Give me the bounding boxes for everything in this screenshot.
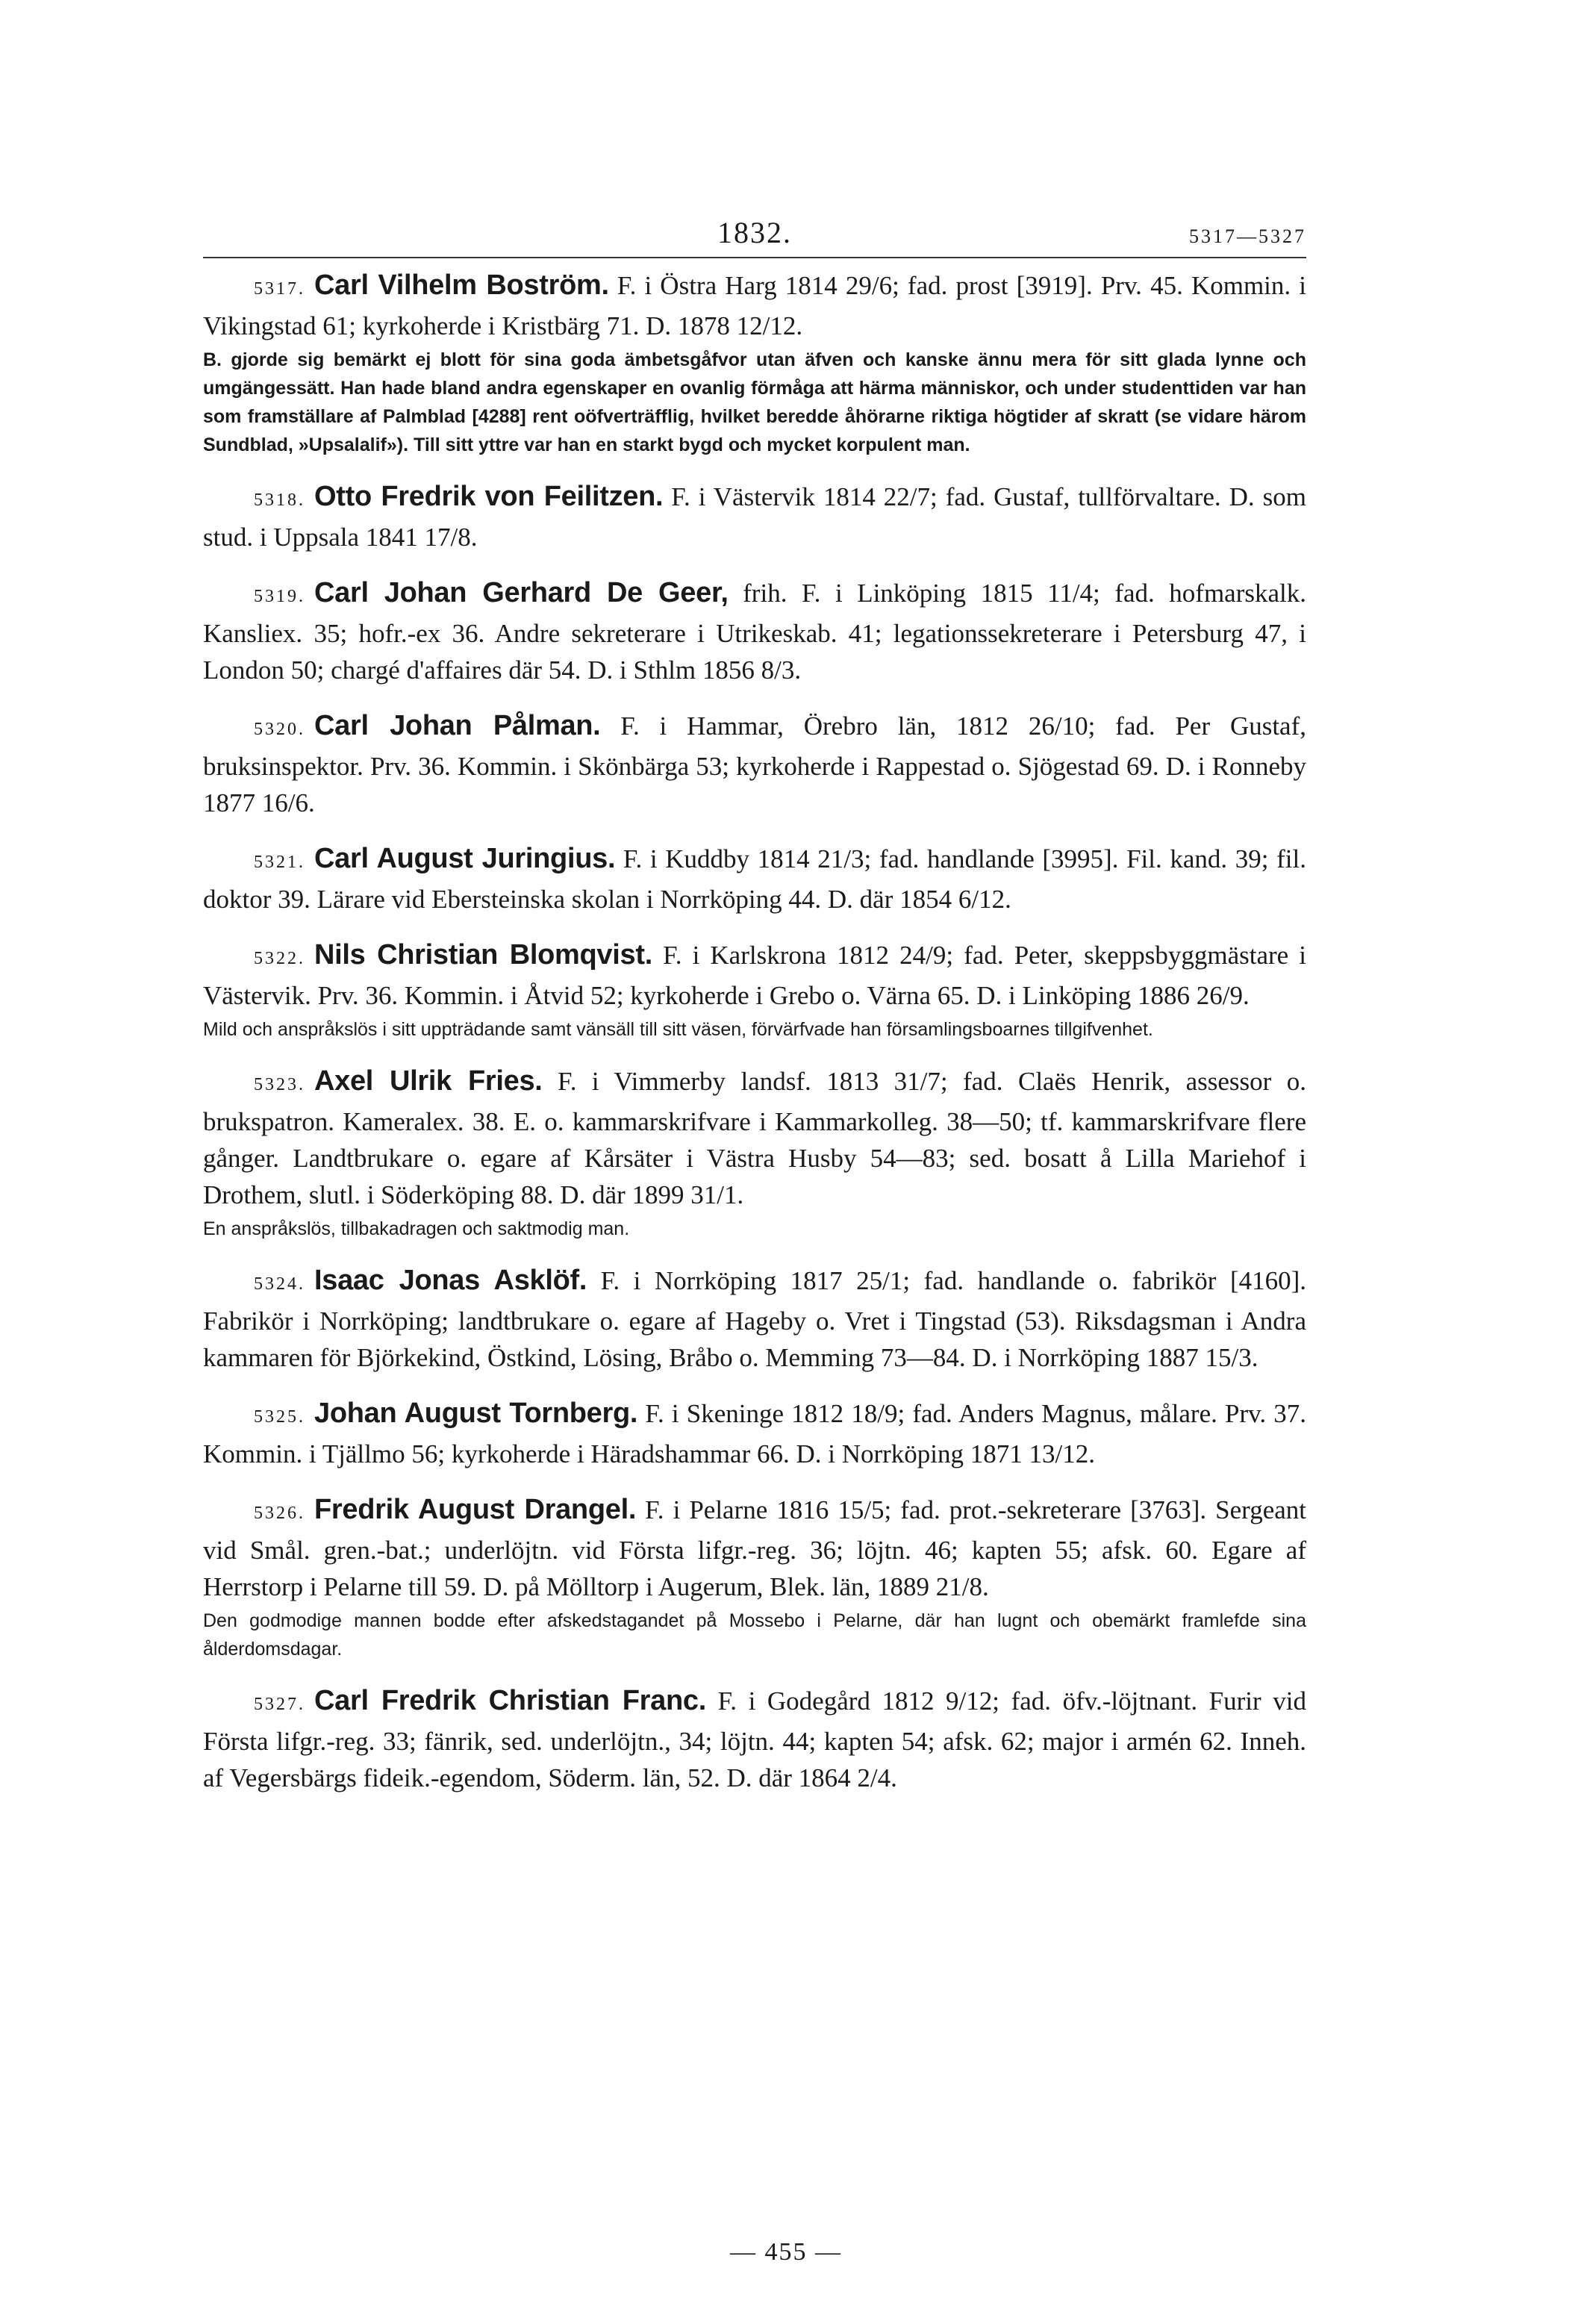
entry <box>203 1683 1306 1796</box>
entry-text: frih. F. i Linköping 1815 11/4; fad. hofmarskalk. Kansliex. 35; hofr.-ex 36. Andre sekreterare i Utrikeskab. 41; legationssekreterare i Petersburg 47, i London 50; chargé d'affaires där 54. D. i Sthlm 1856 8/3. <box>203 579 1306 685</box>
page-number: — 455 — <box>730 2238 842 2266</box>
entry <box>203 267 1306 459</box>
entry-body <box>203 1683 1306 1796</box>
entry-name: Carl August Juringius. <box>314 843 616 874</box>
entry-name: Otto Fredrik von Feilitzen. <box>314 481 664 512</box>
entry-number: 5322. <box>254 949 305 968</box>
entry-text: F. i Vimmerby landsf. 1813 31/7; fad. Claës Henrik, assessor o. brukspatron. Kameralex. 38. E. o. kammarskrifvare i Kammarkolleg. 38—50; tf. kammarskrifvare flere gånger. Landtbrukare o. egare af Kårsäter i Västra Husby 54—83; sed. bosatt å Lilla Mariehof i Drothem, slutl. i Söderköping 88. D. där 1899 31/1. <box>203 1067 1307 1209</box>
entry-body <box>203 1262 1306 1376</box>
header-rule <box>203 257 1306 258</box>
entry-note: Mild och anspråkslös i sitt uppträdande samt vänsäll till sitt väsen, förvärfvade han församlingsboarnes tillgifvenhet. <box>203 1019 1153 1040</box>
entry-name: Carl Vilhelm Boström. <box>314 270 609 301</box>
entry <box>203 841 1306 918</box>
entry-text: F. i Östra Harg 1814 29/6; fad. prost [3919]. Prv. 45. Kommin. i Vikingstad 61; kyrkoherde i Kristbärg 71. D. 1878 12/12. <box>203 271 1307 340</box>
entry-name: Isaac Jonas Asklöf. <box>314 1265 587 1296</box>
entry-number: 5325. <box>254 1407 305 1427</box>
entry-range: 5317—5327 <box>1189 225 1306 247</box>
entry-text: F. i Karlskrona 1812 24/9; fad. Peter, skeppsbyggmästare i Västervik. Prv. 36. Kommin. i Åtvid 52; kyrkoherde i Grebo o. Värna 65. D. i Linköping 1886 26/9. <box>203 941 1306 1010</box>
entry-text: F. i Skeninge 1812 18/9; fad. Anders Magnus, målare. Prv. 37. Kommin. i Tjällmo 56; kyrkoherde i Häradshammar 66. D. i Norrköping 1871 13/12. <box>203 1399 1306 1468</box>
entry-name: Johan August Tornberg. <box>314 1398 638 1429</box>
entry <box>203 937 1306 1044</box>
entry <box>203 575 1306 688</box>
entry <box>203 1492 1306 1663</box>
entry-text: F. i Kuddby 1814 21/3; fad. handlande [3995]. Fil. kand. 39; fil. doktor 39. Lärare vid Ebersteinska skolan i Norrköping 44. D. där 1854 6/12. <box>203 844 1307 914</box>
entry-text: F. i Pelarne 1816 15/5; fad. prot.-sekreterare [3763]. Sergeant vid Smål. gren.-bat.; underlöjtn. vid Första lifgr.-reg. 36; löjtn. 46; kapten 55; afsk. 60. Egare af Herrstorp i Pelarne till 59. D. på Mölltorp i Augerum, Blek. län, 1889 21/8. <box>203 1495 1306 1601</box>
entry <box>203 1063 1306 1243</box>
entry-name: Nils Christian Blomqvist. <box>314 939 652 971</box>
entry-text: F. i Norrköping 1817 25/1; fad. handlande o. fabrikör [4160]. Fabrikör i Norrköping; landtbrukare o. egare af Hageby o. Vret i Tingstad (53). Riksdagsman i Andra kammaren för Björkekind, Östkind, Lösing, Bråbo o. Memming 73—84. D. i Norrköping 1887 15/3. <box>203 1266 1306 1372</box>
entry-number: 5327. <box>254 1695 305 1714</box>
entry-text: F. i Västervik 1814 22/7; fad. Gustaf, tullförvaltare. D. som stud. i Uppsala 1841 17/8. <box>203 482 1306 552</box>
entry-body <box>203 841 1306 918</box>
entry-note: En anspråkslös, tillbakadragen och saktmodig man. <box>203 1218 630 1239</box>
entry-number: 5320. <box>254 720 305 739</box>
entry-text: F. i Godegård 1812 9/12; fad. öfv.-löjtnant. Furir vid Första lifgr.-reg. 33; fänrik, sed. underlöjtn., 34; löjtn. 44; kapten 54; afsk. 62; major i armén 62. Inneh. af Vegersbärgs fideik.-egendom, Söderm. län, 52. D. där 1864 2/4. <box>203 1686 1306 1792</box>
entry-name: Carl Johan Gerhard De Geer, <box>314 577 729 608</box>
entry-text: F. i Hammar, Örebro län, 1812 26/10; fad. Per Gustaf, bruksinspektor. Prv. 36. Kommin. i Skönbärga 53; kyrkoherde i Rappestad o. Sjögestad 69. D. i Ronneby 1877 16/6. <box>203 711 1306 817</box>
entry <box>203 1395 1306 1472</box>
entry-body <box>203 1492 1306 1605</box>
entry-list <box>203 267 1306 1816</box>
entry-body <box>203 708 1306 821</box>
entry-number: 5324. <box>254 1274 305 1294</box>
entry-name: Carl Johan Pålman. <box>314 710 601 741</box>
entry-name: Axel Ulrik Fries. <box>314 1065 543 1097</box>
entry-name: Carl Fredrik Christian Franc. <box>314 1685 706 1716</box>
entry-number: 5319. <box>254 587 305 606</box>
entry-number: 5323. <box>254 1075 305 1094</box>
entry-number: 5317. <box>254 279 305 299</box>
page-year: 1832. <box>717 216 792 249</box>
entry <box>203 1262 1306 1376</box>
entry-body <box>203 1395 1306 1472</box>
entry-name: Fredrik August Drangel. <box>314 1494 637 1525</box>
entry-body <box>203 575 1306 688</box>
entry-body <box>203 1063 1306 1213</box>
page-header <box>203 215 1306 252</box>
entry-number: 5318. <box>254 490 305 510</box>
entry-number: 5321. <box>254 853 305 872</box>
entry-body <box>203 937 1306 1014</box>
entry <box>203 708 1306 821</box>
entry <box>203 479 1306 555</box>
entry-note: Den godmodige mannen bodde efter afskedstagandet på Mossebo i Pelarne, där han lugnt och obemärkt framlefde sina ålderdomsdagar. <box>203 1610 1306 1660</box>
entry-note: B. gjorde sig bemärkt ej blott för sina goda ämbetsgåfvor utan äfven och kanske ännu mera för sitt glada lynne och umgängessätt. Han hade bland andra egenskaper en ovanlig förmåga att härma människor, och under studenttiden var han som framställare af Palmblad [4288] rent oöfverträfflig, hvilket beredde åhörarne riktiga högtider af skratt (se vidare härom Sundblad, »Upsalalif»). Till sitt yttre var han en starkt bygd och mycket korpulent man. <box>203 349 1306 455</box>
entry-body <box>203 479 1306 555</box>
entry-body <box>203 267 1306 344</box>
entry-number: 5326. <box>254 1504 305 1523</box>
